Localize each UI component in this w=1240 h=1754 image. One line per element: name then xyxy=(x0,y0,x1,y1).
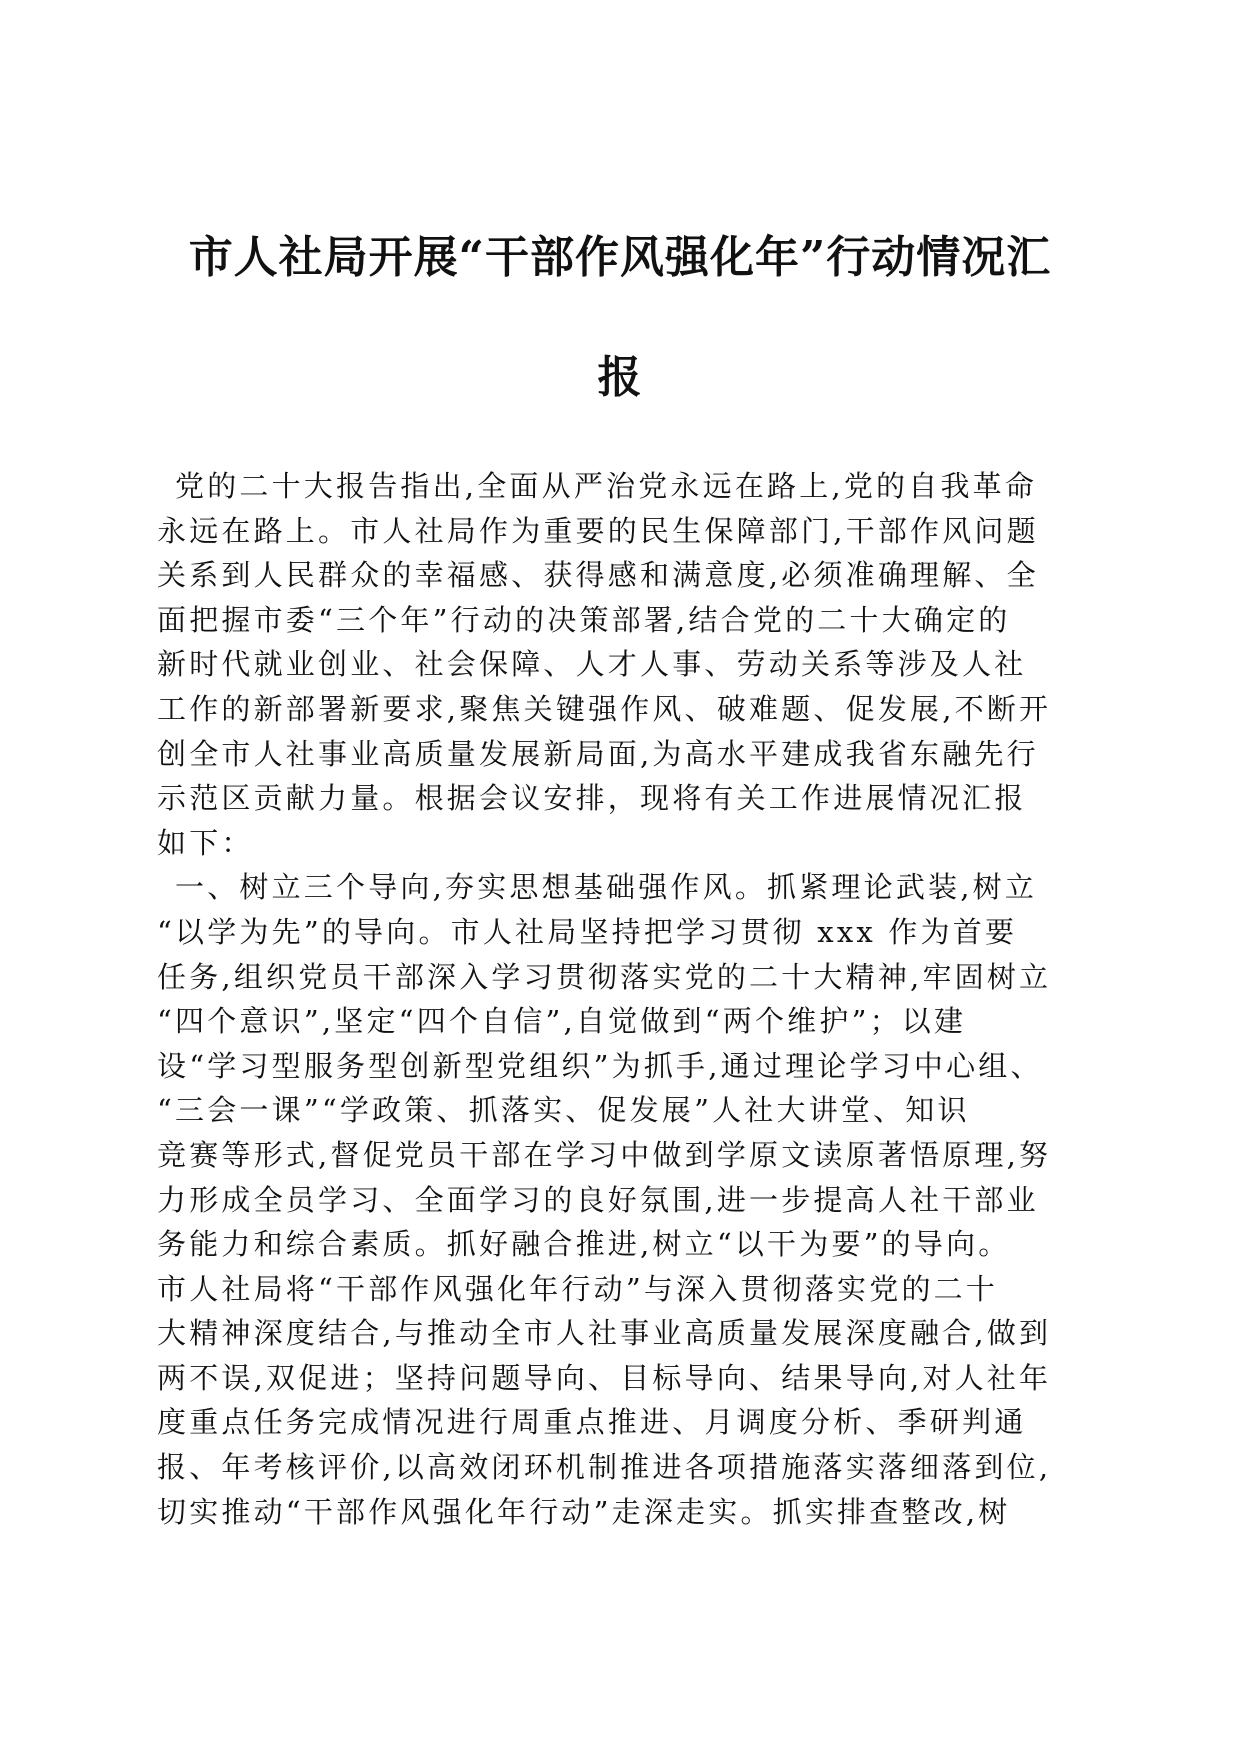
body-line: 切实推动“干部作风强化年行动”走深走实。抓实排查整改,树 xyxy=(157,1494,1011,1529)
body-line: 务能力和综合素质。抓好融合推进,树立“以干为要”的导向。 xyxy=(157,1227,1011,1262)
body-line: 报、年考核评价,以高效闭环机制推进各项措施落实落细落到位, xyxy=(157,1450,1052,1485)
body-line: 工作的新部署新要求,聚焦关键强作风、破难题、促发展,不断开 xyxy=(157,691,1052,726)
body-line: 创全市人社事业高质量发展新局面,为高水平建成我省东融先行 xyxy=(157,736,1039,771)
body-line: 关系到人民群众的幸福感、获得感和满意度,必须准确理解、全 xyxy=(157,558,1039,593)
body-line: “三会一课”“学政策、抓落实、促发展”人社大讲堂、知识 xyxy=(157,1093,970,1128)
body-line: “以学为先”的导向。市人社局坚持把学习贯彻 xxx 作为首要 xyxy=(157,914,1018,949)
body-line: “四个意识”,坚定“四个自信”,自觉做到“两个维护”；以建 xyxy=(157,1004,967,1039)
document-title-line-2: 报 xyxy=(597,352,643,403)
body-line: 永远在路上。市人社局作为重要的民生保障部门,干部作风问题 xyxy=(157,513,1039,548)
body-line: 面把握市委“三个年”行动的决策部署,结合党的二十大确定的 xyxy=(157,602,1011,637)
body-line: 市人社局将“干部作风强化年行动”与深入贯彻落实党的二十 xyxy=(157,1271,999,1306)
body-line: 竞赛等形式,督促党员干部在学习中做到学原文读原著悟原理,努 xyxy=(157,1137,1052,1172)
body-line: 大精神深度结合,与推动全市人社事业高质量发展深度融合,做到 xyxy=(157,1316,1052,1351)
body-line: 力形成全员学习、全面学习的良好氛围,进一步提高人社干部业 xyxy=(157,1182,1039,1217)
body-line: 度重点任务完成情况进行周重点推进、月调度分析、季研判通 xyxy=(157,1405,1027,1440)
body-line: 一、树立三个导向,夯实思想基础强作风。抓紧理论武装,树立 xyxy=(175,870,1038,905)
body-line: 两不误,双促进；坚持问题导向、目标导向、结果导向,对人社年 xyxy=(157,1360,1052,1395)
body-line: 如下： xyxy=(157,825,254,860)
body-line: 新时代就业创业、社会保障、人才人事、劳动关系等涉及人社 xyxy=(157,647,1027,682)
document-body xyxy=(157,464,1082,1534)
body-line: 任务,组织党员干部深入学习贯彻落实党的二十大精神,牢固树立 xyxy=(157,959,1052,994)
body-line: 设“学习型服务型创新型党组织”为抓手,通过理论学习中心组、 xyxy=(157,1048,1043,1083)
document-title-line-1: 市人社局开展“干部作风强化年”行动情况汇 xyxy=(188,232,1052,283)
body-line: 示范区贡献力量。根据会议安排，现将有关工作进展情况汇报 xyxy=(157,781,1027,816)
body-line: 党的二十大报告指出,全面从严治党永远在路上,党的自我革命 xyxy=(175,469,1038,503)
